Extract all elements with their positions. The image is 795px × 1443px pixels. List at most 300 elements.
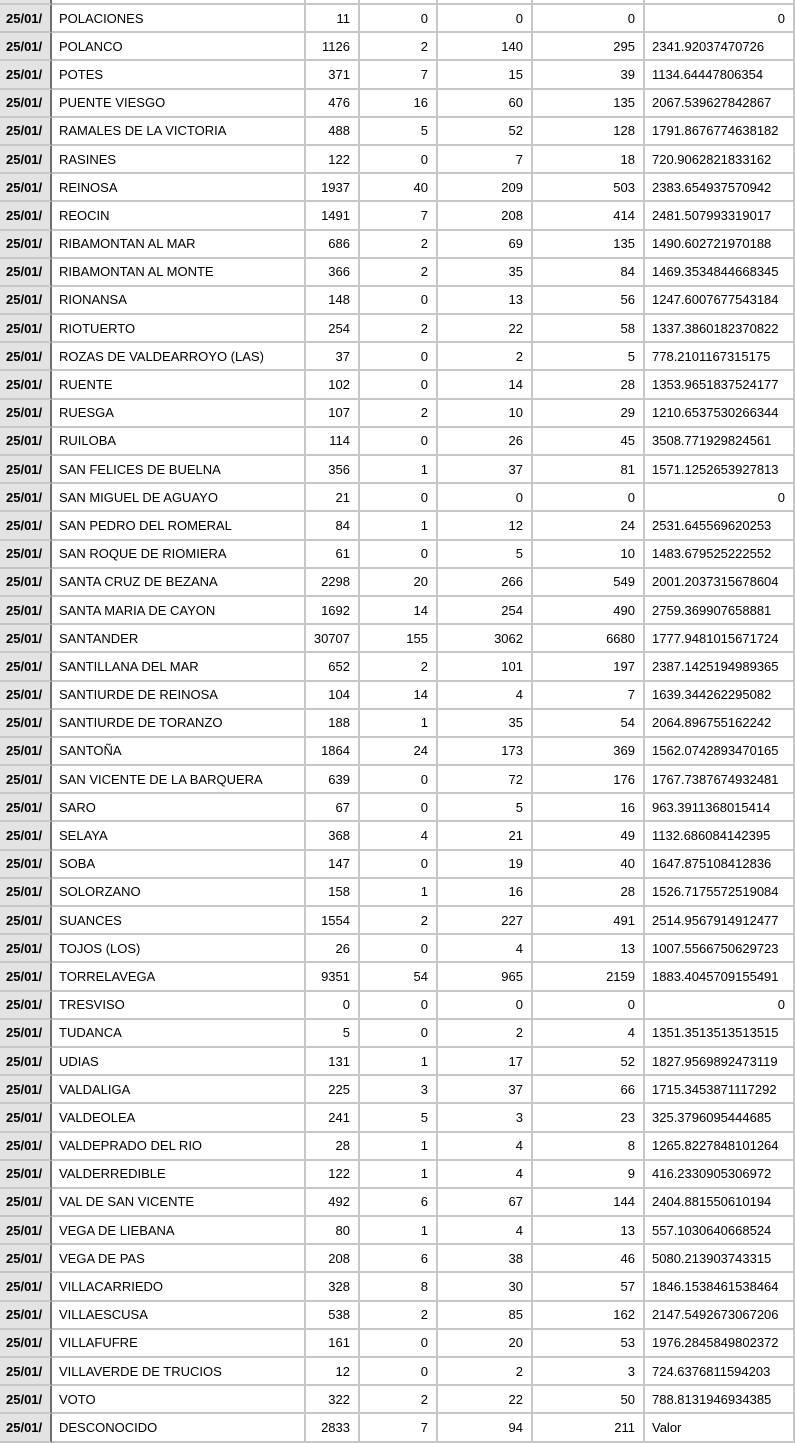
date-cell: 25/01/: [0, 597, 52, 625]
value-cell: 788.8131946934385: [645, 1386, 795, 1414]
count-cell: 13: [533, 935, 645, 963]
date-cell: 25/01/: [0, 879, 52, 907]
date-cell: 25/01/: [0, 456, 52, 484]
count-cell: 2159: [533, 963, 645, 991]
table-row: [0, 879, 795, 907]
table-row: [0, 1217, 795, 1245]
count-cell: 147: [306, 851, 360, 879]
table-row: [0, 1020, 795, 1048]
table-row: [0, 118, 795, 146]
date-cell: 25/01/: [0, 1330, 52, 1358]
count-cell: 369: [533, 738, 645, 766]
value-cell: 2001.2037315678604: [645, 569, 795, 597]
count-cell: 58: [533, 315, 645, 343]
date-cell: 25/01/: [0, 231, 52, 259]
value-cell: 3508.771929824561: [645, 428, 795, 456]
count-cell: 0: [360, 766, 438, 794]
count-cell: 6680: [533, 625, 645, 653]
municipality-cell: VALDALIGA: [52, 1076, 306, 1104]
table-row: [0, 146, 795, 174]
municipality-cell: VALDEOLEA: [52, 1104, 306, 1132]
count-cell: 208: [306, 1245, 360, 1273]
municipality-cell: REOCIN: [52, 202, 306, 230]
value-cell: 325.3796095444685: [645, 1104, 795, 1132]
date-cell: 25/01/: [0, 484, 52, 512]
value-cell: 1265.8227848101264: [645, 1133, 795, 1161]
value-cell: 1767.7387674932481: [645, 766, 795, 794]
count-cell: 67: [438, 1189, 533, 1217]
count-cell: 538: [306, 1302, 360, 1330]
value-cell: 2383.654937570942: [645, 174, 795, 202]
count-cell: 197: [533, 653, 645, 681]
municipality-cell: SANTANDER: [52, 625, 306, 653]
count-cell: 1: [360, 456, 438, 484]
count-cell: 29: [533, 400, 645, 428]
count-cell: 28: [306, 1133, 360, 1161]
count-cell: 1: [360, 1217, 438, 1245]
count-cell: 209: [438, 174, 533, 202]
table-row: [0, 822, 795, 850]
count-cell: 8: [360, 1273, 438, 1301]
table-row: [0, 1414, 795, 1442]
count-cell: 3: [360, 1076, 438, 1104]
count-cell: 1: [360, 1133, 438, 1161]
value-cell: 5080.213903743315: [645, 1245, 795, 1273]
count-cell: 84: [306, 512, 360, 540]
count-cell: 21: [306, 484, 360, 512]
count-cell: 57: [533, 1273, 645, 1301]
table-row: [0, 653, 795, 681]
date-cell: 25/01/: [0, 5, 52, 33]
count-cell: 158: [306, 879, 360, 907]
date-cell: 25/01/: [0, 1302, 52, 1330]
municipality-cell: SAN FELICES DE BUELNA: [52, 456, 306, 484]
municipality-cell: SAN VICENTE DE LA BARQUERA: [52, 766, 306, 794]
date-cell: 25/01/: [0, 174, 52, 202]
municipality-cell: SAN PEDRO DEL ROMERAL: [52, 512, 306, 540]
municipality-cell: VILLAFUFRE: [52, 1330, 306, 1358]
municipality-cell: TUDANCA: [52, 1020, 306, 1048]
value-cell: 1827.9569892473119: [645, 1048, 795, 1076]
date-cell: 25/01/: [0, 992, 52, 1020]
count-cell: 101: [438, 653, 533, 681]
value-cell: 1715.3453871117292: [645, 1076, 795, 1104]
count-cell: 107: [306, 400, 360, 428]
count-cell: 23: [533, 1104, 645, 1132]
count-cell: 5: [360, 1104, 438, 1132]
count-cell: 12: [438, 512, 533, 540]
municipality-cell: RASINES: [52, 146, 306, 174]
table-row: [0, 456, 795, 484]
count-cell: 8: [533, 1133, 645, 1161]
count-cell: 476: [306, 90, 360, 118]
count-cell: 2: [360, 653, 438, 681]
count-cell: 35: [438, 710, 533, 738]
count-cell: 10: [533, 541, 645, 569]
value-cell: 416.2330905306972: [645, 1161, 795, 1189]
value-cell: 2481.507993319017: [645, 202, 795, 230]
count-cell: 652: [306, 653, 360, 681]
count-cell: 2: [360, 1386, 438, 1414]
date-cell: 25/01/: [0, 118, 52, 146]
count-cell: 225: [306, 1076, 360, 1104]
count-cell: 173: [438, 738, 533, 766]
date-cell: 25/01/: [0, 400, 52, 428]
municipality-cell: TOJOS (LOS): [52, 935, 306, 963]
count-cell: 241: [306, 1104, 360, 1132]
count-cell: 155: [360, 625, 438, 653]
count-cell: 356: [306, 456, 360, 484]
table-row: [0, 1386, 795, 1414]
municipality-cell: SANTA CRUZ DE BEZANA: [52, 569, 306, 597]
municipality-cell: VILLAESCUSA: [52, 1302, 306, 1330]
count-cell: 2: [360, 315, 438, 343]
table-row: [0, 1330, 795, 1358]
count-cell: 0: [533, 992, 645, 1020]
value-cell: Valor: [645, 1414, 795, 1442]
value-cell: 963.3911368015414: [645, 794, 795, 822]
municipality-cell: POLACIONES: [52, 5, 306, 33]
municipality-cell: SOBA: [52, 851, 306, 879]
municipality-cell: RUENTE: [52, 371, 306, 399]
count-cell: 371: [306, 61, 360, 89]
table-row: [0, 1048, 795, 1076]
table-row: [0, 202, 795, 230]
count-cell: 4: [360, 822, 438, 850]
count-cell: 9: [533, 1161, 645, 1189]
date-cell: 25/01/: [0, 653, 52, 681]
municipality-cell: TRESVISO: [52, 992, 306, 1020]
count-cell: 13: [533, 1217, 645, 1245]
table-row: [0, 90, 795, 118]
count-cell: 227: [438, 907, 533, 935]
count-cell: 18: [533, 146, 645, 174]
count-cell: 2: [360, 400, 438, 428]
count-cell: 52: [533, 1048, 645, 1076]
count-cell: 85: [438, 1302, 533, 1330]
date-cell: 25/01/: [0, 1076, 52, 1104]
value-cell: 2341.92037470726: [645, 33, 795, 61]
count-cell: 2: [360, 1302, 438, 1330]
count-cell: 0: [438, 484, 533, 512]
date-cell: 25/01/: [0, 1133, 52, 1161]
count-cell: 46: [533, 1245, 645, 1273]
municipality-cell: SANTA MARIA DE CAYON: [52, 597, 306, 625]
count-cell: 1126: [306, 33, 360, 61]
table-row: [0, 343, 795, 371]
count-cell: 144: [533, 1189, 645, 1217]
count-cell: 140: [438, 33, 533, 61]
count-cell: 1: [360, 1048, 438, 1076]
table-row: [0, 5, 795, 33]
count-cell: 0: [360, 371, 438, 399]
value-cell: 724.6376811594203: [645, 1358, 795, 1386]
municipality-cell: ROZAS DE VALDEARROYO (LAS): [52, 343, 306, 371]
date-cell: 25/01/: [0, 569, 52, 597]
count-cell: 1491: [306, 202, 360, 230]
count-cell: 965: [438, 963, 533, 991]
table-row: [0, 287, 795, 315]
count-cell: 60: [438, 90, 533, 118]
count-cell: 40: [533, 851, 645, 879]
count-cell: 61: [306, 541, 360, 569]
municipality-cell: POTES: [52, 61, 306, 89]
table-row: [0, 682, 795, 710]
date-cell: 25/01/: [0, 1386, 52, 1414]
table-row: [0, 512, 795, 540]
count-cell: 12: [306, 1358, 360, 1386]
municipality-cell: SOLORZANO: [52, 879, 306, 907]
date-cell: 25/01/: [0, 343, 52, 371]
count-cell: 30: [438, 1273, 533, 1301]
date-cell: 25/01/: [0, 1020, 52, 1048]
value-cell: 1791.8676774638182: [645, 118, 795, 146]
value-cell: 1483.679525222552: [645, 541, 795, 569]
date-cell: 25/01/: [0, 766, 52, 794]
count-cell: 1: [360, 879, 438, 907]
value-cell: 1562.0742893470165: [645, 738, 795, 766]
municipality-cell: POLANCO: [52, 33, 306, 61]
count-cell: 14: [360, 682, 438, 710]
date-cell: 25/01/: [0, 1104, 52, 1132]
count-cell: 266: [438, 569, 533, 597]
table-row: [0, 1076, 795, 1104]
count-cell: 1: [360, 1161, 438, 1189]
date-cell: 25/01/: [0, 1414, 52, 1442]
municipality-cell: RUESGA: [52, 400, 306, 428]
count-cell: 14: [438, 371, 533, 399]
value-cell: 1132.686084142395: [645, 822, 795, 850]
count-cell: 1864: [306, 738, 360, 766]
count-cell: 0: [360, 1020, 438, 1048]
date-cell: 25/01/: [0, 512, 52, 540]
count-cell: 11: [306, 5, 360, 33]
count-cell: 45: [533, 428, 645, 456]
count-cell: 4: [438, 1217, 533, 1245]
table-row: [0, 597, 795, 625]
count-cell: 0: [360, 5, 438, 33]
municipality-cell: TORRELAVEGA: [52, 963, 306, 991]
table-row: [0, 625, 795, 653]
table-row: [0, 174, 795, 202]
table-row: [0, 992, 795, 1020]
count-cell: 131: [306, 1048, 360, 1076]
value-cell: 1846.1538461538464: [645, 1273, 795, 1301]
count-cell: 366: [306, 259, 360, 287]
count-cell: 24: [360, 738, 438, 766]
count-cell: 148: [306, 287, 360, 315]
value-cell: 2067.539627842867: [645, 90, 795, 118]
date-cell: 25/01/: [0, 710, 52, 738]
date-cell: 25/01/: [0, 794, 52, 822]
count-cell: 4: [438, 935, 533, 963]
municipality-cell: SANTOÑA: [52, 738, 306, 766]
count-cell: 39: [533, 61, 645, 89]
count-cell: 2: [360, 33, 438, 61]
value-cell: 2531.645569620253: [645, 512, 795, 540]
count-cell: 104: [306, 682, 360, 710]
count-cell: 50: [533, 1386, 645, 1414]
count-cell: 3062: [438, 625, 533, 653]
count-cell: 72: [438, 766, 533, 794]
date-cell: 25/01/: [0, 315, 52, 343]
count-cell: 7: [533, 682, 645, 710]
count-cell: 0: [438, 992, 533, 1020]
municipality-cell: REINOSA: [52, 174, 306, 202]
value-cell: 1639.344262295082: [645, 682, 795, 710]
count-cell: 1692: [306, 597, 360, 625]
date-cell: 25/01/: [0, 1273, 52, 1301]
value-cell: 1007.5566750629723: [645, 935, 795, 963]
date-cell: 25/01/: [0, 371, 52, 399]
count-cell: 161: [306, 1330, 360, 1358]
municipality-cell: RAMALES DE LA VICTORIA: [52, 118, 306, 146]
count-cell: 14: [360, 597, 438, 625]
count-cell: 0: [360, 794, 438, 822]
count-cell: 2833: [306, 1414, 360, 1442]
value-cell: 2064.896755162242: [645, 710, 795, 738]
date-cell: 25/01/: [0, 1358, 52, 1386]
count-cell: 17: [438, 1048, 533, 1076]
count-cell: 5: [438, 794, 533, 822]
table-row: [0, 1358, 795, 1386]
municipality-cell: RUILOBA: [52, 428, 306, 456]
count-cell: 16: [360, 90, 438, 118]
value-cell: 1353.9651837524177: [645, 371, 795, 399]
count-cell: 28: [533, 371, 645, 399]
count-cell: 1554: [306, 907, 360, 935]
count-cell: 7: [438, 146, 533, 174]
value-cell: 720.9062821833162: [645, 146, 795, 174]
table-row: [0, 1104, 795, 1132]
table-row: [0, 315, 795, 343]
count-cell: 0: [360, 1330, 438, 1358]
count-cell: 37: [438, 456, 533, 484]
count-cell: 16: [438, 879, 533, 907]
date-cell: 25/01/: [0, 61, 52, 89]
date-cell: 25/01/: [0, 146, 52, 174]
count-cell: 128: [533, 118, 645, 146]
count-cell: 254: [438, 597, 533, 625]
count-cell: 0: [438, 5, 533, 33]
municipality-cell: SELAYA: [52, 822, 306, 850]
count-cell: 0: [360, 287, 438, 315]
value-cell: 1526.7175572519084: [645, 879, 795, 907]
count-cell: 102: [306, 371, 360, 399]
table-row: [0, 569, 795, 597]
value-cell: 2404.881550610194: [645, 1189, 795, 1217]
date-cell: 25/01/: [0, 682, 52, 710]
count-cell: 54: [360, 963, 438, 991]
count-cell: 52: [438, 118, 533, 146]
date-cell: 25/01/: [0, 1189, 52, 1217]
count-cell: 211: [533, 1414, 645, 1442]
count-cell: 0: [360, 1358, 438, 1386]
count-cell: 22: [438, 1386, 533, 1414]
count-cell: 122: [306, 1161, 360, 1189]
value-cell: 778.2101167315175: [645, 343, 795, 371]
count-cell: 37: [438, 1076, 533, 1104]
count-cell: 295: [533, 33, 645, 61]
count-cell: 15: [438, 61, 533, 89]
date-cell: 25/01/: [0, 541, 52, 569]
municipality-cell: RIONANSA: [52, 287, 306, 315]
value-cell: 1210.6537530266344: [645, 400, 795, 428]
count-cell: 1: [360, 512, 438, 540]
count-cell: 4: [533, 1020, 645, 1048]
count-cell: 80: [306, 1217, 360, 1245]
table-row: [0, 766, 795, 794]
count-cell: 10: [438, 400, 533, 428]
count-cell: 26: [306, 935, 360, 963]
count-cell: 49: [533, 822, 645, 850]
count-cell: 22: [438, 315, 533, 343]
date-cell: 25/01/: [0, 202, 52, 230]
count-cell: 1: [360, 710, 438, 738]
count-cell: 2: [360, 907, 438, 935]
table-row: [0, 1161, 795, 1189]
count-cell: 0: [360, 851, 438, 879]
count-cell: 28: [533, 879, 645, 907]
count-cell: 7: [360, 1414, 438, 1442]
count-cell: 488: [306, 118, 360, 146]
municipality-cell: PUENTE VIESGO: [52, 90, 306, 118]
count-cell: 2: [360, 231, 438, 259]
count-cell: 7: [360, 202, 438, 230]
date-cell: 25/01/: [0, 851, 52, 879]
count-cell: 56: [533, 287, 645, 315]
count-cell: 135: [533, 90, 645, 118]
date-cell: 25/01/: [0, 1048, 52, 1076]
table-row: [0, 484, 795, 512]
table-row: [0, 61, 795, 89]
count-cell: 53: [533, 1330, 645, 1358]
count-cell: 503: [533, 174, 645, 202]
count-cell: 1937: [306, 174, 360, 202]
count-cell: 490: [533, 597, 645, 625]
municipality-cell: RIOTUERTO: [52, 315, 306, 343]
count-cell: 322: [306, 1386, 360, 1414]
municipality-cell: SARO: [52, 794, 306, 822]
count-cell: 328: [306, 1273, 360, 1301]
table-row: [0, 907, 795, 935]
municipality-cell: VILLACARRIEDO: [52, 1273, 306, 1301]
municipality-cell: VAL DE SAN VICENTE: [52, 1189, 306, 1217]
table-row: [0, 794, 795, 822]
count-cell: 686: [306, 231, 360, 259]
count-cell: 0: [306, 992, 360, 1020]
count-cell: 2: [360, 259, 438, 287]
count-cell: 0: [360, 992, 438, 1020]
count-cell: 35: [438, 259, 533, 287]
table-row: [0, 231, 795, 259]
value-cell: 2514.9567914912477: [645, 907, 795, 935]
table-row: [0, 541, 795, 569]
count-cell: 208: [438, 202, 533, 230]
count-cell: 5: [438, 541, 533, 569]
table-row: [0, 963, 795, 991]
count-cell: 38: [438, 1245, 533, 1273]
municipality-cell: SUANCES: [52, 907, 306, 935]
count-cell: 135: [533, 231, 645, 259]
count-cell: 0: [360, 343, 438, 371]
count-cell: 4: [438, 1161, 533, 1189]
count-cell: 162: [533, 1302, 645, 1330]
municipality-cell: VALDEPRADO DEL RIO: [52, 1133, 306, 1161]
count-cell: 5: [360, 118, 438, 146]
date-cell: 25/01/: [0, 935, 52, 963]
municipality-cell: VEGA DE PAS: [52, 1245, 306, 1273]
